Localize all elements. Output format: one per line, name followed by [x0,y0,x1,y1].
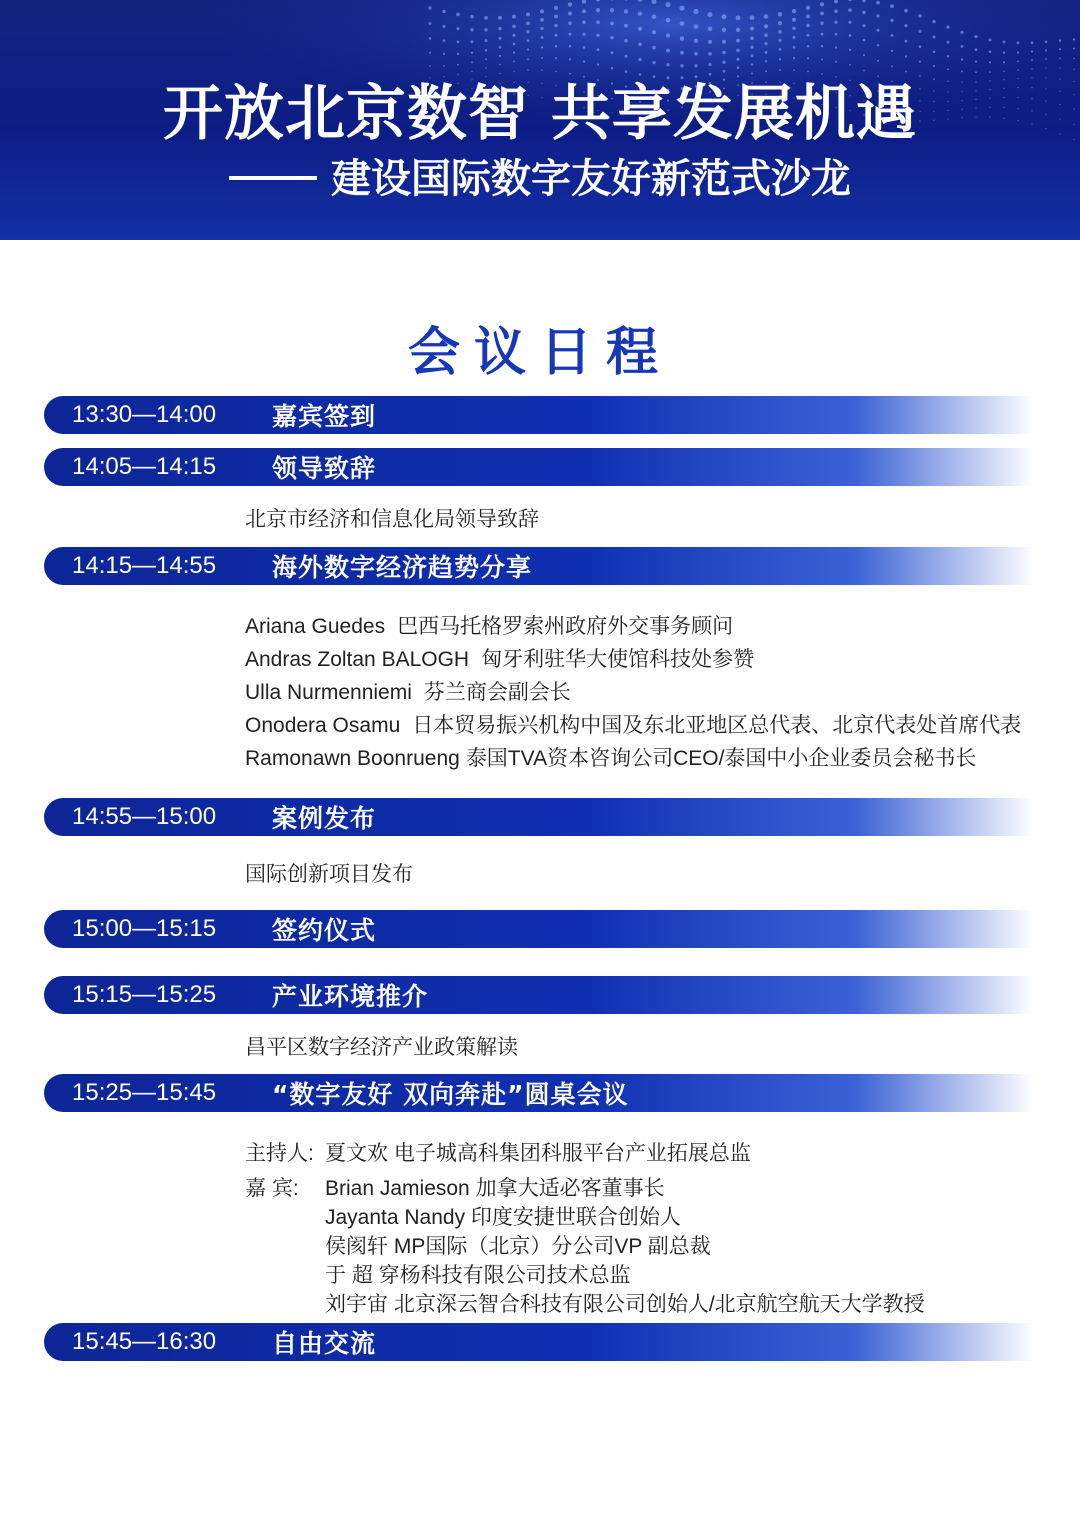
wave-dot [778,12,783,16]
wave-dot [624,9,628,13]
wave-dot [806,6,810,10]
wave-dot [569,45,572,48]
wave-dot [527,58,529,60]
wave-dot [1017,60,1019,62]
wave-dot [583,46,586,49]
wave-dot [806,14,810,18]
speaker-title: 泰国TVA资本咨询公司CEO/泰国中小企业委员会秘书长 [465,747,977,770]
wave-dot [1073,58,1075,60]
guest-line: Jayanta Nandy 印度安捷世联合创始人 [325,1206,681,1229]
wave-dot [821,58,823,60]
session-time: 14:05—14:15 [72,453,217,480]
guest-line: 刘宇宙 北京深云智合科技有限公司创始人/北京航空航天大学教授 [325,1293,925,1316]
wave-dot [610,22,614,26]
wave-dot [1031,59,1033,61]
wave-dot [793,46,796,49]
wave-dot [470,15,474,19]
wave-dot [736,49,739,52]
wave-dot [904,9,908,13]
wave-dot [568,12,572,16]
wave-dot [764,24,768,28]
wave-dot [485,58,487,60]
wave-dot [694,52,698,56]
host-label: 主持人: [245,1142,314,1165]
wave-dot [918,30,921,33]
wave-dot [862,11,865,14]
wave-dot [778,21,782,25]
speaker-title: 日本贸易振兴机构中国及东北亚地区总代表、北京代表处首席代表 [412,714,1022,737]
wave-dot [933,51,936,54]
wave-dot [638,27,642,31]
session-bar [44,1074,1034,1112]
wave-dot [1003,61,1005,63]
speaker-title: 巴西马托格罗索州政府外交事务顾问 [397,615,734,638]
wave-dot [1031,41,1034,44]
wave-dot [848,21,851,24]
wave-dot [596,34,599,37]
wave-dot [919,61,921,63]
wave-dot [946,25,949,28]
wave-dot [498,16,502,20]
speaker-line [245,676,571,706]
wave-dot [947,41,950,44]
wave-dot [708,12,713,17]
guest-info: Brian Jamieson 加拿大适必客董事长 [325,1177,665,1200]
wave-dot [680,21,685,26]
wave-dot [933,35,936,38]
wave-dot [541,36,544,39]
page-title: 开放北京数智 共享发展机遇 [163,79,917,149]
wave-dot [652,14,657,19]
wave-dot [471,51,473,53]
wave-dot [765,60,767,62]
wave-dot [764,14,769,19]
wave-dot [694,24,699,29]
wave-dot [680,36,684,40]
wave-dot [526,22,530,26]
wave-dot [1017,51,1019,53]
wave-dot [750,46,753,49]
wave-dot [526,12,530,16]
wave-dot [863,54,865,56]
wave-dot [512,25,516,29]
speaker-line [245,610,733,640]
session-bar [44,396,1034,434]
host-info: 夏文欢 电子城高科集团科服平台产业拓展总监 [325,1142,751,1165]
wave-dot [764,42,767,45]
wave-dot [961,58,963,60]
wave-dot [484,28,487,31]
session-topic: 领导致辞 [272,454,377,483]
wave-dot [596,8,600,12]
wave-dot [708,52,712,56]
wave-dot [877,60,879,62]
speaker-name: Ariana Guedes [245,615,386,638]
wave-dot [485,49,487,51]
session-bar [44,910,1034,948]
wave-dot [582,9,586,13]
wave-dot [498,37,501,40]
wave-dot [1059,48,1061,50]
host-line [245,1137,751,1167]
wave-dot [471,61,473,63]
wave-dot [736,15,741,20]
wave-dot [652,61,655,64]
wave-dot [569,58,571,60]
wave-dot [835,61,837,63]
wave-dot [610,8,614,12]
detail-line: 北京市经济和信息化局领导致辞 [245,508,539,531]
wave-dot [611,51,614,54]
wave-dot [484,16,488,20]
wave-dot [513,43,516,46]
wave-dot [820,2,824,6]
wave-dot [792,18,796,22]
wave-dot [974,35,977,38]
speaker-name: Andras Zoltan BALOGH [245,648,470,671]
wave-dot [890,19,893,22]
session-time: 13:30—14:00 [72,401,217,428]
session-time: 14:55—15:00 [72,803,217,830]
wave-dot [1059,57,1061,59]
wave-dot [457,40,460,43]
wave-dot [693,9,698,14]
wave-dot [555,57,557,59]
wave-dot [834,9,838,13]
wave-dot [666,33,670,37]
session-bar [44,448,1034,486]
wave-dot [638,11,642,15]
wave-dot [498,27,501,30]
wave-dot [736,39,740,43]
wave-dot [792,27,796,31]
wave-dot [891,50,893,52]
wave-dot [975,60,977,62]
wave-dot [582,33,585,36]
wave-dot [512,15,516,19]
wave-dot [736,58,739,61]
wave-dot [554,15,558,19]
session-time: 15:45—16:30 [72,1328,217,1355]
speaker-name: Ramonawn Boonrueng [245,747,460,770]
subtitle-text: 建设国际数字友好新范式沙龙 [331,156,851,202]
wave-dot [638,58,641,61]
wave-dot [876,14,879,17]
session-bar [44,1323,1034,1361]
wave-dot [765,51,768,54]
wave-dot [891,34,894,37]
wave-dot [499,46,502,49]
wave-dot [821,45,823,47]
wave-dot [568,22,572,26]
wave-dot [835,33,838,36]
session-bar [44,798,1034,836]
detail-line: 国际创新项目发布 [245,863,413,886]
wave-dot [919,45,922,48]
wave-dot [750,26,754,30]
wave-dot [582,20,586,24]
session-topic: 案例发布 [272,804,377,833]
wave-dot [807,34,810,37]
wave-dot [821,33,824,36]
wave-dot [541,57,543,59]
wave-dot [779,48,782,51]
speaker-name: Ulla Nurmenniemi [245,681,412,704]
wave-dot [778,30,782,34]
wave-dot [555,34,558,37]
session-time: 15:00—15:15 [72,915,217,942]
session-topic: 产业环境推介 [272,982,429,1011]
session-time: 14:15—14:55 [72,552,217,579]
wave-dot [989,38,992,41]
wave-dot [1073,47,1075,49]
wave-dot [849,49,851,51]
wave-dot [708,40,712,44]
wave-dot [834,20,837,23]
wave-dot [568,2,572,6]
wave-dot [862,24,865,27]
session-time: 15:15—15:25 [72,981,217,1008]
wave-dot [527,48,529,50]
wave-dot [526,30,529,33]
wave-dot [1045,58,1047,60]
wave-dot [890,4,894,8]
wave-dot [876,1,880,5]
wave-dot [835,46,837,48]
session-bar [44,976,1034,1014]
wave-dot [877,44,879,46]
wave-dot [610,36,613,39]
wave-dot [665,2,670,7]
detail-line: 昌平区数字经济产业政策解读 [245,1036,518,1059]
wave-dot [764,33,768,37]
wave-dot [1017,41,1020,44]
wave-dot [428,6,431,9]
title-dash [229,176,317,180]
wave-dot [527,39,530,42]
wave-dot [960,31,963,34]
wave-dot [471,40,474,43]
wave-dot [666,49,670,53]
wave-dot [512,34,515,37]
wave-dot [443,39,446,42]
wave-dot [624,39,627,42]
wave-dot [736,28,740,32]
wave-dot [456,13,460,17]
wave-dot [807,57,809,59]
wave-dot [778,39,781,42]
wave-dot [708,26,713,31]
wave-dot [513,51,515,53]
session-topic: 海外数字经济趋势分享 [272,553,533,582]
wave-dot [849,34,852,37]
wave-dot [905,55,907,57]
wave-dot [792,9,796,13]
wave-dot [679,6,684,11]
wave-dot [722,28,726,32]
wave-dot [596,20,600,24]
wave-dot [918,14,922,17]
guest-line: 侯阂轩 MP国际（北京）分公司VP 副总裁 [325,1235,711,1258]
speaker-title: 匈牙利驻华大使馆科技处参赞 [481,648,755,671]
wave-dot [1059,39,1062,42]
wave-dot [820,22,823,25]
session-topic: “数字友好 双向奔赴”圆桌会议 [272,1080,629,1109]
wave-dot [932,20,935,23]
page-subtitle [0,147,1080,204]
wave-dot [540,27,543,30]
wave-dot [905,40,908,43]
guest-line: 于 超 穿杨科技有限公司技术总监 [325,1264,631,1287]
speaker-title: 芬兰商会副会长 [423,681,571,704]
wave-dot [1073,38,1075,40]
wave-dot [947,55,949,57]
wave-dot [456,27,459,30]
header-banner [0,0,1080,240]
session-topic: 签约仪式 [272,916,377,945]
speaker-line [245,643,754,673]
speaker-line [245,742,976,772]
wave-dot [792,36,795,39]
wave-dot [694,39,698,43]
speaker-line [245,709,1021,739]
wave-dot [680,51,684,55]
wave-dot [583,61,585,63]
wave-dot [429,52,431,54]
wave-dot [1045,49,1047,51]
wave-dot [989,50,992,53]
wave-dot [555,45,558,48]
wave-dot [877,29,880,32]
wave-dot [750,36,754,40]
wave-dot [961,45,964,48]
wave-dot [1031,51,1033,53]
wave-dot [541,46,543,48]
wave-dot [638,42,642,46]
wave-dot [666,18,671,23]
wave-dot [807,45,810,48]
wave-dot [722,51,726,55]
wave-dot [554,6,558,10]
wave-dot [722,61,725,64]
wave-dot [442,10,446,14]
wave-dot [470,28,473,31]
session-bar [44,547,1034,585]
agenda-title: 会议日程 [407,323,672,383]
wave-dot [429,37,432,40]
wave-dot [751,54,754,57]
wave-dot [443,53,445,55]
wave-dot [540,9,544,13]
session-topic: 自由交流 [272,1329,377,1358]
wave-dot [652,46,656,50]
wave-dot [722,14,727,19]
guests-label: 嘉 宾: [245,1177,299,1200]
session-topic: 嘉宾签到 [272,402,377,431]
wave-dot [597,48,600,51]
wave-dot [904,24,907,27]
wave-dot [750,15,755,20]
wave-dot [863,39,866,42]
wave-dot [442,25,445,28]
wave-dot [457,53,459,55]
guest-line [245,1172,665,1202]
wave-dot [652,30,656,34]
wave-dot [499,55,501,57]
wave-dot [793,57,795,59]
wave-dot [989,61,991,63]
wave-dot [848,8,852,12]
speaker-name: Onodera Osamu [245,714,401,737]
wave-dot [779,58,781,60]
wave-dot [540,18,544,22]
session-time: 15:25—15:45 [72,1079,217,1106]
wave-dot [1045,41,1048,44]
wave-dot [485,39,488,42]
wave-dot [513,61,515,63]
wave-dot [624,24,628,28]
wave-dot [624,55,627,58]
wave-dot [806,24,809,27]
wave-dot [820,11,824,15]
wave-dot [722,40,726,44]
wave-dot [1003,41,1006,44]
wave-dot [568,33,571,36]
wave-dot [975,48,978,51]
wave-dot [429,22,432,25]
wave-dot [1003,51,1005,53]
wave-dot [554,24,557,27]
